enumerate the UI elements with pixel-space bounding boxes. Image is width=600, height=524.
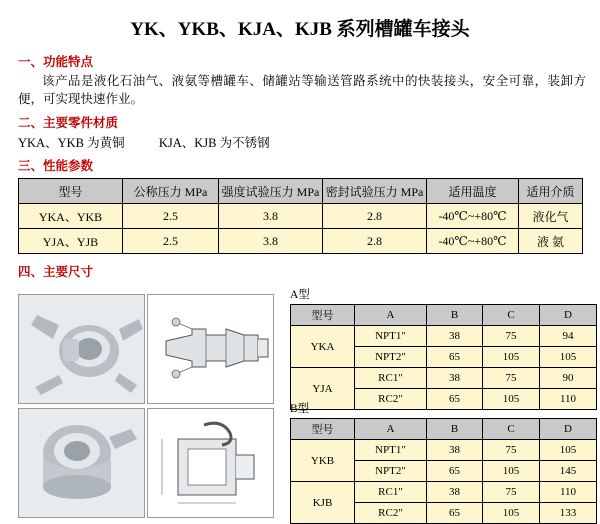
section-heading-performance: 三、性能参数 bbox=[18, 159, 94, 174]
product-drawing-a bbox=[147, 294, 274, 404]
section-heading-dimensions: 四、主要尺寸 bbox=[18, 265, 94, 280]
cell-d: 145 bbox=[540, 461, 597, 482]
table-row bbox=[291, 326, 597, 347]
cell-b: 38 bbox=[427, 440, 483, 461]
cell-d: 133 bbox=[540, 503, 597, 524]
cell-medium: 液 氨 bbox=[519, 229, 583, 254]
col-seal-pressure: 密封试验压力 MPa bbox=[323, 179, 427, 204]
cell-a: NPT2" bbox=[355, 347, 427, 368]
section-heading-material: 二、主要零件材质 bbox=[18, 116, 119, 131]
col-a: A bbox=[355, 305, 427, 326]
cell-temperature: -40℃~+80℃ bbox=[427, 229, 519, 254]
cell-model: YKA bbox=[291, 326, 355, 368]
col-nominal-pressure: 公称压力 MPa bbox=[123, 179, 219, 204]
page-title: YK、YKB、KJA、KJB 系列槽罐车接头 bbox=[130, 19, 470, 40]
cell-temperature: -40℃~+80℃ bbox=[427, 204, 519, 229]
material-brass: YKA、YKB 为黄铜 bbox=[18, 136, 125, 151]
cell-model: YJA bbox=[291, 368, 355, 410]
col-b: B bbox=[427, 305, 483, 326]
photo-b-graphic bbox=[19, 409, 144, 517]
material-line bbox=[18, 133, 600, 151]
cell-nominal: 2.5 bbox=[123, 204, 219, 229]
cell-model: YKB bbox=[291, 440, 355, 482]
col-model: 型号 bbox=[19, 179, 123, 204]
cell-b: 65 bbox=[427, 347, 483, 368]
dimension-table-a-label: A型 bbox=[290, 289, 310, 302]
col-strength-pressure: 强度试验压力 MPa bbox=[219, 179, 323, 204]
cell-a: RC2" bbox=[355, 503, 427, 524]
cell-a: RC2" bbox=[355, 389, 427, 410]
drawing-b-graphic bbox=[148, 409, 273, 517]
cell-d: 105 bbox=[540, 347, 597, 368]
col-b: B bbox=[427, 419, 483, 440]
cell-d: 105 bbox=[540, 440, 597, 461]
cell-c: 105 bbox=[483, 503, 540, 524]
col-model: 型号 bbox=[291, 305, 355, 326]
cell-c: 75 bbox=[483, 482, 540, 503]
section-heading-features: 一、功能特点 bbox=[18, 55, 94, 69]
cell-d: 110 bbox=[540, 482, 597, 503]
dimension-table-b bbox=[290, 418, 597, 524]
cell-c: 105 bbox=[483, 389, 540, 410]
table-header-row bbox=[291, 305, 597, 326]
cell-a: NPT1" bbox=[355, 326, 427, 347]
product-drawing-b bbox=[147, 408, 274, 518]
cell-b: 38 bbox=[427, 482, 483, 503]
product-photo-b bbox=[18, 408, 145, 518]
cell-d: 94 bbox=[540, 326, 597, 347]
table-row bbox=[291, 482, 597, 503]
cell-strength: 3.8 bbox=[219, 204, 323, 229]
col-temperature: 适用温度 bbox=[427, 179, 519, 204]
col-d: D bbox=[540, 305, 597, 326]
dimension-table-b-label: B型 bbox=[290, 403, 310, 416]
cell-b: 38 bbox=[427, 368, 483, 389]
col-medium: 适用介质 bbox=[519, 179, 583, 204]
cell-a: RC1" bbox=[355, 368, 427, 389]
cell-a: NPT2" bbox=[355, 461, 427, 482]
material-steel: KJA、KJB 为不锈钢 bbox=[158, 136, 270, 151]
features-text: 该产品是液化石油气、液氨等槽罐车、储罐站等输送管路系统中的快装接头，安全可靠，装卸方便，可实现快速作业。 bbox=[18, 74, 586, 107]
cell-strength: 3.8 bbox=[219, 229, 323, 254]
cell-b: 65 bbox=[427, 461, 483, 482]
cell-seal: 2.8 bbox=[323, 204, 427, 229]
table-row bbox=[291, 368, 597, 389]
drawing-a-graphic bbox=[148, 295, 273, 403]
cell-seal: 2.8 bbox=[323, 229, 427, 254]
dimension-table-b-wrap bbox=[290, 400, 597, 524]
cell-medium: 液化气 bbox=[519, 204, 583, 229]
col-d: D bbox=[540, 419, 597, 440]
col-model: 型号 bbox=[291, 419, 355, 440]
cell-c: 75 bbox=[483, 326, 540, 347]
cell-d: 110 bbox=[540, 389, 597, 410]
cell-c: 105 bbox=[483, 347, 540, 368]
cell-c: 105 bbox=[483, 461, 540, 482]
cell-a: NPT1" bbox=[355, 440, 427, 461]
col-a: A bbox=[355, 419, 427, 440]
dimension-table-a bbox=[290, 304, 597, 410]
table-header-row bbox=[19, 179, 583, 204]
cell-model: KJB bbox=[291, 482, 355, 524]
table-row bbox=[19, 204, 583, 229]
cell-model: YJA、YJB bbox=[19, 229, 123, 254]
table-row bbox=[19, 229, 583, 254]
table-row bbox=[291, 440, 597, 461]
cell-c: 75 bbox=[483, 368, 540, 389]
cell-b: 65 bbox=[427, 503, 483, 524]
performance-table bbox=[18, 178, 583, 254]
photo-a-graphic bbox=[19, 295, 144, 403]
cell-b: 38 bbox=[427, 326, 483, 347]
dimension-table-a-wrap bbox=[290, 286, 597, 410]
cell-a: RC1" bbox=[355, 482, 427, 503]
col-c: C bbox=[483, 419, 540, 440]
cell-d: 90 bbox=[540, 368, 597, 389]
cell-nominal: 2.5 bbox=[123, 229, 219, 254]
table-header-row bbox=[291, 419, 597, 440]
cell-model: YKA、YKB bbox=[19, 204, 123, 229]
cell-c: 75 bbox=[483, 440, 540, 461]
product-photo-a bbox=[18, 294, 145, 404]
cell-b: 65 bbox=[427, 389, 483, 410]
col-c: C bbox=[483, 305, 540, 326]
